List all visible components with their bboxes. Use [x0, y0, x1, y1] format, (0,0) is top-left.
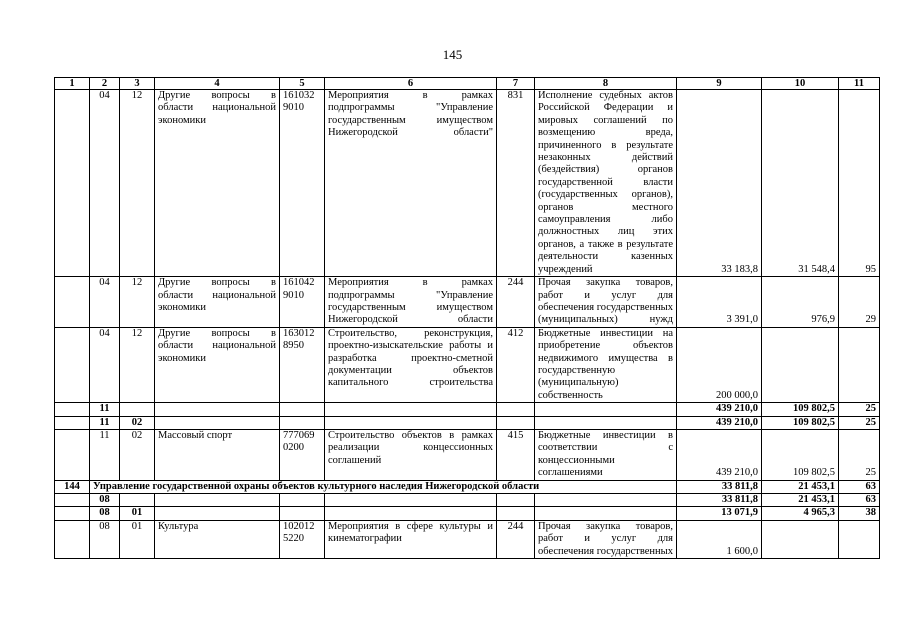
table-row — [55, 327, 880, 402]
cell-name — [155, 403, 280, 416]
cell-activity: Мероприятия в сфере культуры и кинематографии — [325, 520, 497, 558]
cell-expense: Прочая закупка товаров, работ и услуг для обеспечения государственных (муниципальных) нужд — [535, 277, 677, 328]
cell-expense — [535, 416, 677, 429]
cell-plan: 439 210,0 — [677, 403, 762, 416]
cell-type: 244 — [497, 520, 535, 558]
table-row-department — [55, 480, 880, 493]
cell-c1 — [55, 416, 90, 429]
cell-activity — [325, 403, 497, 416]
cell-actual: 21 453,1 — [762, 480, 839, 493]
cell-percent: 38 — [839, 507, 880, 520]
cell-type: 415 — [497, 429, 535, 480]
cell-subsection: 01 — [120, 520, 155, 558]
cell-name: Массовый спорт — [155, 429, 280, 480]
cell-c1 — [55, 429, 90, 480]
column-header: 3 — [120, 78, 155, 90]
cell-expense: Бюджетные инвестиции в соответствии с концессионными соглашениями — [535, 429, 677, 480]
table-row — [55, 277, 880, 328]
budget-table — [54, 77, 880, 559]
cell-code: 161042 9010 — [280, 277, 325, 328]
cell-code — [280, 494, 325, 507]
cell-expense: Прочая закупка товаров, работ и услуг для обеспечения государственных — [535, 520, 677, 558]
cell-code — [280, 403, 325, 416]
cell-actual — [762, 520, 839, 558]
cell-plan: 200 000,0 — [677, 327, 762, 402]
cell-section: 04 — [90, 90, 120, 277]
cell-activity — [325, 416, 497, 429]
table-row-subtotal — [55, 416, 880, 429]
cell-subsection: 12 — [120, 90, 155, 277]
cell-name: Другие вопросы в области национальной экономики — [155, 277, 280, 328]
cell-expense: Исполнение судебных актов Российской Федерации и мировых соглашений по возмещению вреда, причиненного в результате незаконных действий (бездействия) органов государственной власти (государственных органов), органов местного самоуправления либо должностных лиц этих органов, а также в результате деятельности казенных учреждений — [535, 90, 677, 277]
cell-type: 831 — [497, 90, 535, 277]
cell-code: 161032 9010 — [280, 90, 325, 277]
cell-plan: 33 811,8 — [677, 480, 762, 493]
cell-activity: Строительство объектов в рамках реализации концессионных соглашений — [325, 429, 497, 480]
column-header: 7 — [497, 78, 535, 90]
cell-type — [497, 507, 535, 520]
cell-actual — [762, 327, 839, 402]
column-header: 11 — [839, 78, 880, 90]
cell-plan: 1 600,0 — [677, 520, 762, 558]
cell-name: Культура — [155, 520, 280, 558]
cell-type — [497, 416, 535, 429]
cell-section: 08 — [90, 494, 120, 507]
cell-subsection: 02 — [120, 416, 155, 429]
cell-percent: 63 — [839, 480, 880, 493]
table-row — [55, 429, 880, 480]
cell-percent: 25 — [839, 416, 880, 429]
cell-code: 777069 0200 — [280, 429, 325, 480]
cell-name — [155, 507, 280, 520]
cell-section: 08 — [90, 520, 120, 558]
cell-c1 — [55, 277, 90, 328]
cell-percent: 29 — [839, 277, 880, 328]
column-header: 2 — [90, 78, 120, 90]
cell-section: 04 — [90, 327, 120, 402]
cell-activity: Мероприятия в рамках подпрограммы "Управление государственным имуществом Нижегородской области — [325, 277, 497, 328]
cell-actual: 31 548,4 — [762, 90, 839, 277]
table-row — [55, 520, 880, 558]
cell-c1 — [55, 507, 90, 520]
cell-subsection: 02 — [120, 429, 155, 480]
cell-code — [280, 507, 325, 520]
cell-percent: 25 — [839, 429, 880, 480]
table-row-subtotal — [55, 403, 880, 416]
cell-c1 — [55, 520, 90, 558]
cell-percent: 95 — [839, 90, 880, 277]
column-header: 9 — [677, 78, 762, 90]
cell-c1 — [55, 90, 90, 277]
cell-subsection: 12 — [120, 327, 155, 402]
column-header: 4 — [155, 78, 280, 90]
cell-subsection: 01 — [120, 507, 155, 520]
column-header: 8 — [535, 78, 677, 90]
cell-name: Другие вопросы в области национальной экономики — [155, 327, 280, 402]
cell-actual: 976,9 — [762, 277, 839, 328]
cell-percent — [839, 520, 880, 558]
cell-code: 163012 8950 — [280, 327, 325, 402]
cell-actual: 4 965,3 — [762, 507, 839, 520]
column-header: 10 — [762, 78, 839, 90]
cell-subsection — [120, 403, 155, 416]
cell-plan: 33 183,8 — [677, 90, 762, 277]
cell-code — [280, 416, 325, 429]
cell-c1 — [55, 327, 90, 402]
cell-section: 08 — [90, 507, 120, 520]
cell-section: 11 — [90, 403, 120, 416]
cell-name: Другие вопросы в области национальной экономики — [155, 90, 280, 277]
column-header: 5 — [280, 78, 325, 90]
cell-c1 — [55, 494, 90, 507]
cell-name — [155, 494, 280, 507]
cell-department-title: Управление государственной охраны объектов культурного наследия Нижегородской области — [90, 480, 677, 493]
cell-percent: 25 — [839, 403, 880, 416]
cell-activity: Строительство, реконструкция, проектно-изыскательские работы и разработка проектно-сметной документации объектов капитального строительства — [325, 327, 497, 402]
cell-plan: 3 391,0 — [677, 277, 762, 328]
column-header: 6 — [325, 78, 497, 90]
cell-expense: Бюджетные инвестиции на приобретение объектов недвижимого имущества в государственную (муниципальную) собственность — [535, 327, 677, 402]
cell-plan: 439 210,0 — [677, 416, 762, 429]
cell-subsection: 12 — [120, 277, 155, 328]
cell-type: 244 — [497, 277, 535, 328]
cell-section: 04 — [90, 277, 120, 328]
cell-actual: 109 802,5 — [762, 416, 839, 429]
cell-actual: 109 802,5 — [762, 403, 839, 416]
cell-subsection — [120, 494, 155, 507]
cell-section: 11 — [90, 416, 120, 429]
cell-percent — [839, 327, 880, 402]
cell-plan: 13 071,9 — [677, 507, 762, 520]
cell-code: 102012 5220 — [280, 520, 325, 558]
table-header-row — [55, 78, 880, 90]
cell-name — [155, 416, 280, 429]
column-header: 1 — [55, 78, 90, 90]
table-row-subtotal — [55, 507, 880, 520]
cell-activity — [325, 494, 497, 507]
cell-expense — [535, 494, 677, 507]
cell-type — [497, 403, 535, 416]
cell-section: 11 — [90, 429, 120, 480]
cell-type: 412 — [497, 327, 535, 402]
cell-actual: 109 802,5 — [762, 429, 839, 480]
cell-activity: Мероприятия в рамках подпрограммы "Управление государственным имуществом Нижегородской области" — [325, 90, 497, 277]
cell-c1 — [55, 403, 90, 416]
cell-department-code: 144 — [55, 480, 90, 493]
cell-plan: 439 210,0 — [677, 429, 762, 480]
table-row-subtotal — [55, 494, 880, 507]
cell-plan: 33 811,8 — [677, 494, 762, 507]
cell-percent: 63 — [839, 494, 880, 507]
cell-type — [497, 494, 535, 507]
table-row — [55, 90, 880, 277]
cell-actual: 21 453,1 — [762, 494, 839, 507]
cell-expense — [535, 403, 677, 416]
page-number: 145 — [442, 47, 463, 62]
cell-activity — [325, 507, 497, 520]
cell-expense — [535, 507, 677, 520]
